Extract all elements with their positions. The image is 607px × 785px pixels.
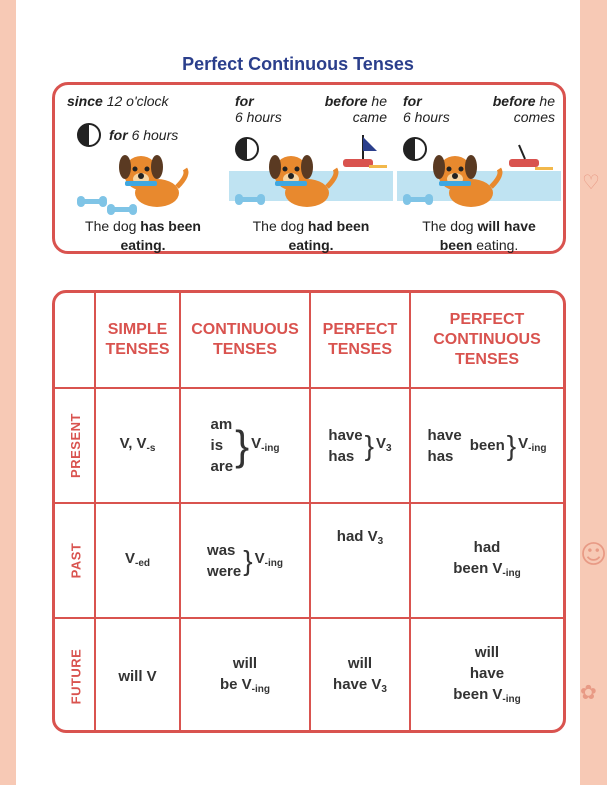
cell-future-perfect-continuous: will have been $V_{-ing}$	[453, 644, 521, 705]
scene-future: for 6 hours before he comes The dog will have been eating.	[397, 89, 561, 251]
cell-future-simple: will V	[118, 667, 157, 685]
cell-future-perfect: will have $V_3$	[333, 654, 387, 695]
scene-present: since 12 o'clock for 6 hours The dog has been eating.	[61, 89, 225, 251]
page-sheet	[16, 0, 580, 785]
cell-past-simple: $V_{-ed}$	[124, 549, 150, 569]
row-label-future: FUTURE	[68, 648, 83, 704]
duration-label: for 6 hours	[109, 127, 179, 143]
dog-icon	[427, 145, 507, 211]
scene-past: for 6 hours before he came The dog had been eating.	[229, 89, 393, 251]
doodle-decoration: ✿	[580, 680, 597, 704]
bone-icon	[111, 207, 133, 212]
clock-icon	[235, 137, 259, 161]
dog-icon	[263, 145, 343, 211]
dog-icon	[113, 145, 193, 211]
bone-icon	[81, 199, 103, 204]
cell-present-perfect-continuous: have has been } $V_{-ing}$	[427, 426, 547, 465]
doodle-decoration: ♡	[582, 170, 600, 194]
bone-icon	[407, 197, 429, 202]
cell-past-perfect: had $V_3$	[336, 528, 384, 547]
row-label-past: PAST	[68, 542, 83, 579]
doodle-decoration: ☺	[580, 540, 607, 570]
cell-past-continuous: was were } $V_{-ing}$	[207, 541, 283, 580]
cell-past-perfect-continuous: had been $V_{-ing}$	[453, 539, 521, 579]
illustration-panel	[52, 82, 566, 254]
bone-icon	[239, 197, 261, 202]
header-perfect-tenses: PERFECT TENSES	[322, 321, 398, 358]
cell-present-perfect: have has } $V_3$	[328, 426, 392, 465]
cell-future-continuous: will be $V_{-ing}$	[219, 654, 270, 695]
header-perfect-continuous-tenses: PERFECT CONTINUOUS TENSES	[433, 311, 541, 368]
cell-present-continuous: am is are } $V_{-ing}$	[210, 416, 280, 475]
row-label-present: PRESENT	[68, 413, 83, 478]
cell-present-simple: V, $V_{-s}$	[119, 434, 156, 454]
clock-icon	[403, 137, 427, 161]
header-continuous-tenses: CONTINUOUS TENSES	[191, 321, 299, 358]
scene-caption: The dog had been eating.	[252, 218, 370, 253]
scene-caption: The dog will have been eating.	[422, 218, 536, 253]
boat-icon	[339, 133, 389, 173]
clock-icon	[77, 123, 101, 147]
page-title: Perfect Continuous Tenses	[182, 54, 414, 74]
header-simple-tenses: SIMPLE TENSES	[105, 321, 170, 358]
tenses-table	[52, 290, 566, 733]
scene-caption: The dog has been eating.	[85, 218, 201, 253]
boat-icon	[505, 141, 555, 175]
